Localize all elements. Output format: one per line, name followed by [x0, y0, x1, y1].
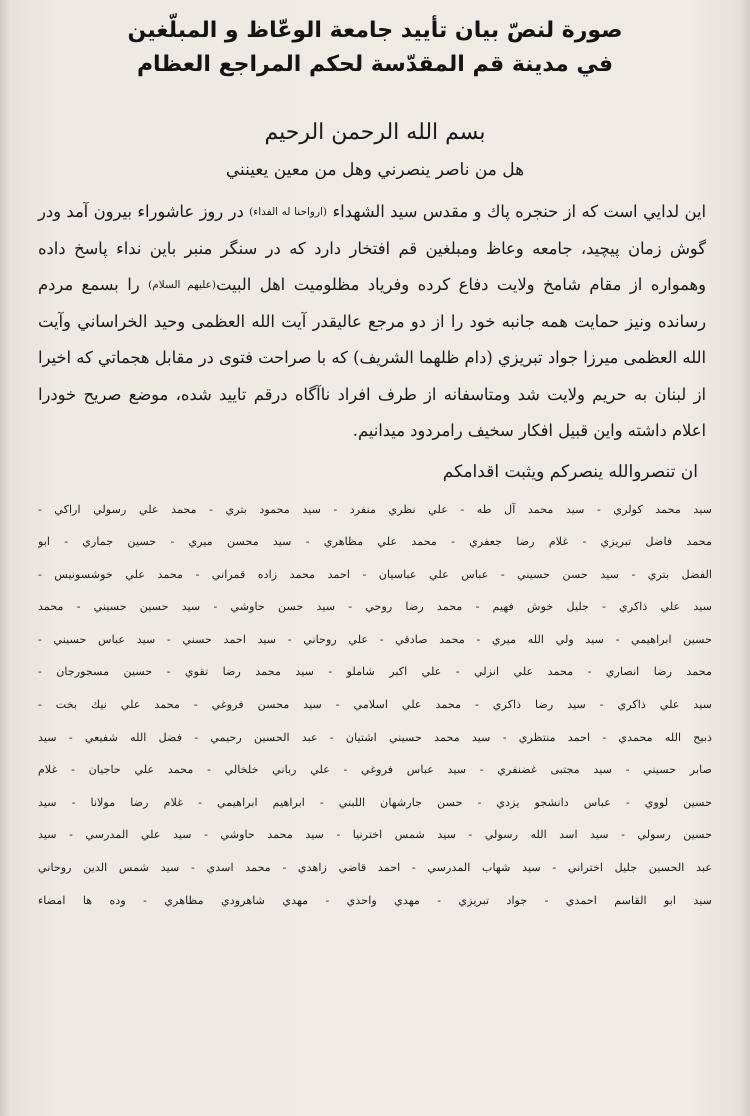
quran-verse: ان تنصروالله ينصركم ويثبت اقدامكم: [442, 461, 698, 482]
page-edge-shadow-right: [740, 0, 750, 1116]
honorific: (عليهم السلام): [148, 279, 216, 291]
signature-line: حسين رسولي - سيد اسد الله رسولي - سيد شمس اخترنيا - سيد محمد حاوشي - سيد علي المدرسي - سيد: [38, 828, 712, 842]
document-title-line-2: في مدينة قم المقدّسة لحكم المراجع العظام: [136, 52, 614, 77]
honorific: (ارواحنا له الفداء): [249, 206, 328, 218]
signature-line: عبد الحسين جليل اختراني - سيد شهاب المدرسي - احمد قاضي زاهدي - محمد اسدي - سيد شمس الدين روحاني: [38, 861, 712, 875]
statement-text: را بسمع مردم رسانده ونيز حمايت همه جانبه خود را: [38, 275, 706, 331]
statement-paragraph: [38, 194, 712, 450]
statement-text: اين لدايي است كه از حنجره پاك و مقدس سيد الشهداء: [332, 202, 706, 221]
signature-line: سيد علي ذاكري - سيد رضا ذاكري - محمد علي اسلامي - سيد محسن فروغي - محمد علي نيك بخت -: [38, 698, 712, 712]
signature-list: [38, 494, 712, 918]
signature-line: سيد محمد كولري - سيد محمد آل طه - علي نظري منفرد - سيد محمود بتري - محمد علي رسولي اراكي -: [38, 502, 712, 516]
statement-text: تبريزي (دام ظلهما الشريف) كه با صراحت فتوى در مقابل هجماتي كه اخيرا از: [38, 348, 706, 404]
statement-text: صريح خودرا اعلام داشته واين قبيل افكار سخيف رامردود ميدانيم.: [38, 384, 706, 440]
signature-line: حسين ابراهيمي - سيد ولي الله ميري - محمد صادقي - علي روحاني - سيد احمد حسني - سيد عباس حسيني -: [38, 632, 712, 646]
signature-line: سيد ابو القاسم احمدي - جواد تبريزي - مهدي واحدي - مهدي شاهرودي مظاهري - وده ها امضاء: [38, 893, 712, 907]
statement-text: از دو مرجع عاليقدر آيت الله العظمى وحيد الخراساني وآيت الله العظمى ميرزا جواد: [38, 311, 706, 367]
signature-line: سيد علي ذاكري - جليل خوش فهيم - محمد رضا روحي - سيد حسن حاوشي - سيد حسين حسيني - محمد: [38, 600, 712, 614]
statement-text: عاشوراء بيرون آمد ودر گوش زمان پيچيد، جامعه وعاظ ومبلغين قم افتخار دارد كه: [38, 202, 706, 258]
statement-text: در سنگر منبر باين نداء پاسخ داده وهمواره از مقام شامخ ولايت دفاع كرده وفرياد: [38, 238, 706, 294]
signature-line: حسين لووي - عباس دانشجو يزدي - حسن جارشهان اللبني - ابراهيم ابراهيمي - غلام رضا مولانا - سيد: [38, 795, 712, 809]
statement-text: مظلوميت اهل البيت: [215, 275, 360, 294]
signature-line: الفضل بتري - سيد حسن حسيني - عباس علي عباسيان - احمد محمد زاده قمراني - محمد علي خوشسونيس -: [38, 567, 712, 581]
statement-text: لبنان به حريم ولايت شد ومتاسفانه از طرف افراد ناآگاه درقم تاييد شده، موضع: [128, 384, 687, 404]
basmala: بسم الله الرحمن الرحيم: [264, 120, 486, 145]
statement-text: در روز: [199, 202, 244, 221]
page-edge-shadow-left: [0, 0, 10, 1116]
signature-line: صابر حسيني - سيد مجتبى غضنفري - سيد عباس فروغي - علي رباني خلخالي - محمد علي حاجيان - غلام: [38, 763, 712, 777]
signature-line: ذبيح الله محمدي - احمد منتظري - سيد محمد حسيني اشتيان - عبد الحسين رحيمي - فضل الله شفيعي - سيد: [38, 730, 712, 744]
signature-line: محمد رضا انصاري - محمد علي انزلي - علي اكبر شاملو - سيد محمد رضا تقوي - حسين مسجورجان -: [38, 665, 712, 679]
document-title-line-1: صورة لنصّ بيان تأييد جامعة الوعّاظ و المبلّغين: [127, 18, 623, 43]
opening-quote: هل من ناصر ينصرني وهل من معين يعينني: [225, 160, 525, 180]
signature-line: محمد فاضل تبريزي - غلام رضا جعفري - محمد علي مظاهري - سيد محسن ميري - حسين جماري - ابو: [38, 535, 712, 549]
